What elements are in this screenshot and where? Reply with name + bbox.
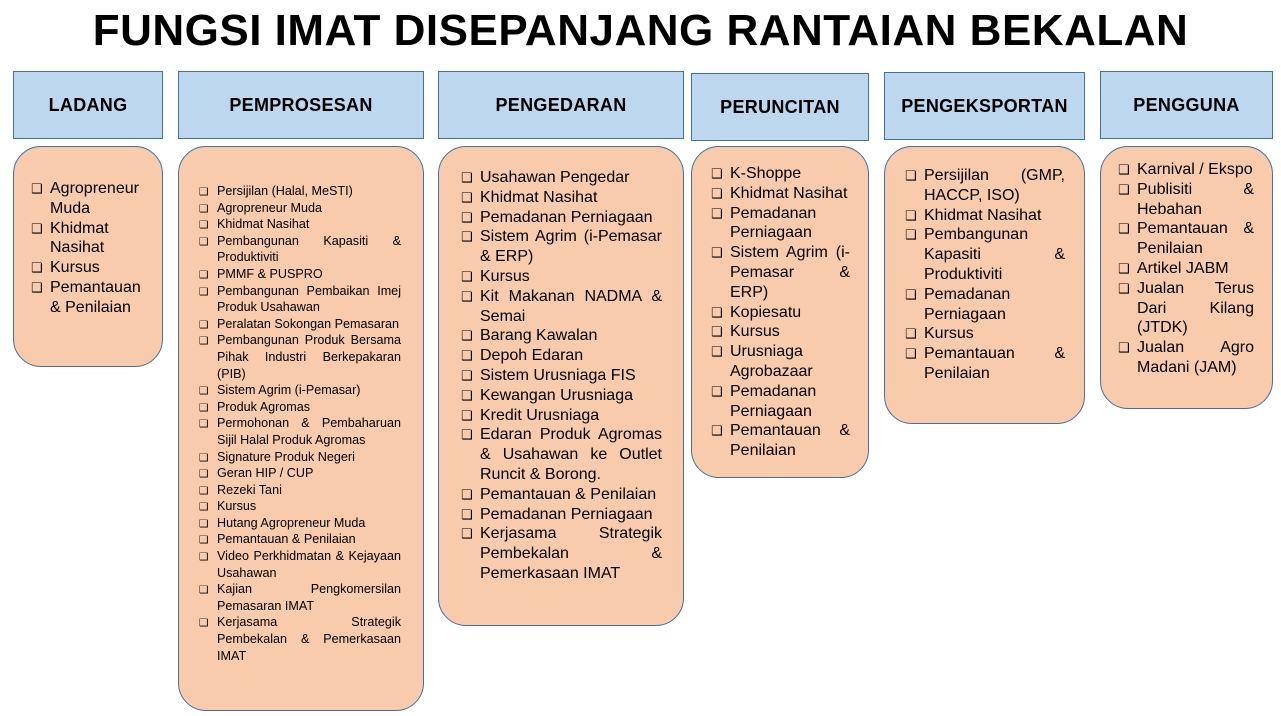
- checkbox-bullet-icon: ❑: [199, 235, 209, 248]
- checkbox-bullet-icon: ❑: [199, 285, 209, 298]
- box-pengguna: [1100, 146, 1273, 409]
- checkbox-bullet-icon: ❑: [711, 167, 723, 182]
- list-item-text: Rezeki Tani: [217, 482, 282, 497]
- checkbox-bullet-icon: ❑: [1118, 341, 1130, 357]
- checkbox-bullet-icon: ❑: [461, 329, 473, 345]
- header-pengedaran: [438, 71, 684, 139]
- checkbox-bullet-icon: ❑: [199, 202, 209, 215]
- list-item: [199, 498, 401, 515]
- checkbox-bullet-icon: ❑: [31, 261, 43, 277]
- list-item: [461, 425, 662, 484]
- list-item: [199, 266, 401, 283]
- checkbox-bullet-icon: ❑: [199, 468, 209, 481]
- header-label: PERUNCITAN: [720, 96, 840, 117]
- list-item-text: Pemadanan Perniagaan: [924, 285, 1011, 323]
- list-item: [199, 233, 401, 266]
- checkbox-bullet-icon: ❑: [905, 327, 917, 343]
- checkbox-bullet-icon: ❑: [711, 186, 723, 202]
- checkbox-bullet-icon: ❑: [31, 182, 43, 197]
- list-item-text: Pembangunan Pembaikan Imej Produk Usahawan: [217, 283, 401, 315]
- checkbox-bullet-icon: ❑: [1118, 281, 1130, 297]
- list-item: [461, 386, 662, 406]
- list-item-text: Depoh Edaran: [480, 347, 584, 365]
- list-item: [199, 482, 401, 499]
- list-item: [461, 168, 662, 188]
- list-item-text: Khidmat Nasihat: [730, 184, 848, 202]
- checkbox-bullet-icon: ❑: [711, 206, 723, 222]
- list-item: [1118, 338, 1254, 378]
- list-item-text: Khidmat Nasihat: [50, 219, 109, 257]
- list-item-text: Sistem Agrim (i-Pemasar): [217, 383, 361, 398]
- list-item-text: Pembangunan Kapasiti & Produktiviti: [924, 226, 1065, 283]
- list-item-text: Khidmat Nasihat: [480, 188, 598, 206]
- list-item: [711, 322, 850, 342]
- list-item: [199, 614, 401, 664]
- header-peruncitan: [691, 73, 869, 141]
- checkbox-bullet-icon: ❑: [461, 210, 473, 226]
- list-item-text: Sistem Agrim (i-Pemasar & ERP): [480, 228, 662, 266]
- checkbox-bullet-icon: ❑: [461, 527, 473, 543]
- list-item-text: Hutang Agropreneur Muda: [217, 515, 366, 530]
- list-item: [461, 505, 662, 525]
- list-item-text: Kopiesatu: [730, 303, 802, 321]
- list-item-text: Pemantauan & Penilaian: [217, 532, 356, 547]
- checkbox-bullet-icon: ❑: [461, 349, 473, 365]
- list-item: [199, 399, 401, 416]
- list-item-text: Kit Makanan NADMA & Semai: [480, 287, 662, 325]
- checkbox-bullet-icon: ❑: [461, 368, 473, 384]
- list-item-text: Geran HIP / CUP: [217, 466, 314, 481]
- box-peruncitan: [691, 146, 869, 478]
- list-item: [1118, 160, 1254, 180]
- list-peruncitan: [711, 164, 850, 461]
- list-item-text: Barang Kawalan: [480, 327, 598, 345]
- list-item-text: PMMF & PUSPRO: [217, 266, 323, 281]
- checkbox-bullet-icon: ❑: [905, 208, 917, 224]
- list-item-text: Kursus: [50, 259, 100, 277]
- list-item-text: Agropreneur Muda: [50, 180, 139, 217]
- list-item: [1118, 259, 1254, 279]
- list-item-text: Jualan Agro Madani (JAM): [1137, 339, 1254, 376]
- list-item: [711, 303, 850, 323]
- checkbox-bullet-icon: ❑: [461, 428, 473, 444]
- list-item-text: Pembangunan Produk Bersama Pihak Industri Berkepakaran (PIB): [217, 333, 401, 381]
- list-item: [199, 465, 401, 482]
- list-item: [31, 278, 150, 318]
- checkbox-bullet-icon: ❑: [461, 507, 473, 523]
- box-pengedaran: [438, 146, 684, 626]
- checkbox-bullet-icon: ❑: [461, 388, 473, 404]
- box-pengeksportan: [884, 146, 1085, 424]
- checkbox-bullet-icon: ❑: [199, 268, 209, 281]
- checkbox-bullet-icon: ❑: [905, 228, 917, 244]
- list-item-text: Produk Agromas: [217, 399, 311, 414]
- list-item: [711, 342, 850, 382]
- list-item-text: Kursus: [217, 499, 257, 514]
- header-ladang: [13, 71, 163, 139]
- list-item: [905, 344, 1065, 384]
- list-item-text: Pembangunan Kapasiti & Produktiviti: [217, 233, 401, 265]
- list-item: [31, 258, 150, 278]
- list-item: [31, 219, 150, 259]
- checkbox-bullet-icon: ❑: [199, 401, 209, 414]
- checkbox-bullet-icon: ❑: [199, 418, 209, 431]
- list-item-text: Karnival / Ekspo: [1137, 161, 1253, 178]
- list-item: [905, 206, 1065, 226]
- list-item: [461, 485, 662, 505]
- list-item-text: Sistem Agrim (i-Pemasar & ERP): [730, 244, 850, 301]
- list-item: [461, 366, 662, 386]
- list-item-text: Permohonan & Pembaharuan Sijil Halal Produk Agromas: [217, 416, 401, 447]
- list-item: [199, 548, 401, 581]
- list-item-text: Pemantauan & Penilaian: [50, 278, 141, 316]
- list-item-text: Pemantauan & Penilaian: [1137, 220, 1254, 258]
- checkbox-bullet-icon: ❑: [905, 347, 917, 363]
- list-item: [461, 267, 662, 287]
- list-item-text: Usahawan Pengedar: [480, 169, 630, 186]
- header-pengguna: [1100, 71, 1273, 139]
- list-item-text: Pemadanan Perniagaan: [480, 208, 653, 226]
- list-item: [199, 415, 401, 448]
- checkbox-bullet-icon: ❑: [905, 287, 917, 303]
- list-item-text: Agropreneur Muda: [217, 200, 323, 215]
- list-item: [905, 285, 1065, 325]
- list-item: [461, 208, 662, 228]
- checkbox-bullet-icon: ❑: [461, 190, 473, 206]
- list-item-text: Pemantauan & Penilaian: [730, 422, 850, 460]
- list-item: [711, 164, 850, 184]
- list-item: [711, 243, 850, 302]
- list-item-text: Kursus: [480, 267, 530, 285]
- checkbox-bullet-icon: ❑: [199, 584, 209, 597]
- checkbox-bullet-icon: ❑: [199, 451, 209, 464]
- checkbox-bullet-icon: ❑: [31, 280, 43, 296]
- list-item-text: Kewangan Urusniaga: [480, 386, 633, 404]
- list-pengeksportan: [905, 166, 1065, 384]
- list-item: [199, 332, 401, 382]
- checkbox-bullet-icon: ❑: [199, 501, 209, 514]
- list-item-text: Peralatan Sokongan Pemasaran: [217, 316, 400, 331]
- list-item: [199, 200, 401, 217]
- checkbox-bullet-icon: ❑: [199, 551, 209, 564]
- box-pemprosesan: [178, 146, 424, 711]
- list-item-text: Pemantauan & Penilaian: [924, 345, 1065, 382]
- list-item-text: Persijilan (Halal, MeSTI): [217, 184, 353, 198]
- list-item-text: Kerjasama Strategik Pembekalan & Pemerkasaan IMAT: [480, 525, 662, 582]
- header-label: LADANG: [48, 94, 128, 115]
- list-item: [199, 316, 401, 333]
- list-pengguna: [1118, 160, 1254, 378]
- list-item: [461, 406, 662, 426]
- list-item-text: Khidmat Nasihat: [217, 217, 310, 232]
- list-item-text: Video Perkhidmatan & Kejayaan Usahawan: [217, 549, 401, 580]
- header-label: PEMPROSESAN: [229, 94, 373, 115]
- checkbox-bullet-icon: ❑: [1118, 182, 1130, 198]
- header-label: PENGEDARAN: [495, 94, 627, 115]
- header-label: PENGEKSPORTAN: [901, 95, 1068, 116]
- checkbox-bullet-icon: ❑: [461, 230, 473, 246]
- checkbox-bullet-icon: ❑: [199, 517, 209, 530]
- list-item: [905, 166, 1065, 206]
- list-item: [31, 179, 150, 219]
- checkbox-bullet-icon: ❑: [461, 487, 473, 503]
- list-item-text: Artikel JABM: [1137, 259, 1229, 277]
- list-item-text: Signature Produk Negeri: [217, 449, 355, 464]
- list-item-text: Kerjasama Strategik Pembekalan & Pemerkasaan IMAT: [217, 615, 401, 663]
- header-label: PENGGUNA: [1133, 94, 1240, 115]
- checkbox-bullet-icon: ❑: [711, 345, 723, 361]
- checkbox-bullet-icon: ❑: [905, 169, 917, 184]
- checkbox-bullet-icon: ❑: [1118, 222, 1130, 238]
- list-item: [1118, 180, 1254, 220]
- list-item: [461, 287, 662, 327]
- list-item-text: Urusniaga Agrobazaar: [730, 343, 813, 380]
- list-item: [1118, 279, 1254, 338]
- list-item: [199, 283, 401, 316]
- list-pengedaran: [461, 168, 662, 584]
- checkbox-bullet-icon: ❑: [711, 325, 723, 341]
- checkbox-bullet-icon: ❑: [199, 318, 209, 331]
- list-item: [711, 382, 850, 422]
- list-item-text: Kursus: [924, 325, 974, 343]
- list-item: [461, 346, 662, 366]
- checkbox-bullet-icon: ❑: [711, 246, 723, 262]
- checkbox-bullet-icon: ❑: [461, 408, 473, 424]
- list-item: [711, 421, 850, 461]
- list-item-text: Jualan Terus Dari Kilang (JTDK): [1137, 279, 1254, 337]
- header-pengeksportan: [884, 72, 1085, 140]
- list-item-text: K-Shoppe: [730, 165, 802, 182]
- list-item-text: Pemadanan Perniagaan: [730, 204, 817, 242]
- list-item-text: Pemadanan Perniagaan: [480, 505, 653, 523]
- header-pemprosesan: [178, 71, 424, 139]
- page-title: FUNGSI IMAT DISEPANJANG RANTAIAN BEKALAN: [92, 6, 1189, 55]
- checkbox-bullet-icon: ❑: [199, 186, 209, 198]
- list-item: [199, 531, 401, 548]
- checkbox-bullet-icon: ❑: [199, 484, 209, 497]
- box-ladang: [13, 146, 163, 367]
- list-item: [1118, 219, 1254, 259]
- list-item: [461, 188, 662, 208]
- list-item-text: Pemadanan Perniagaan: [730, 382, 817, 420]
- list-item: [711, 184, 850, 204]
- checkbox-bullet-icon: ❑: [199, 219, 209, 232]
- checkbox-bullet-icon: ❑: [199, 385, 209, 398]
- checkbox-bullet-icon: ❑: [711, 305, 723, 321]
- checkbox-bullet-icon: ❑: [1118, 163, 1130, 178]
- list-item: [905, 324, 1065, 344]
- list-ladang: [31, 179, 150, 318]
- list-item: [199, 183, 401, 200]
- list-item: [905, 225, 1065, 284]
- list-item: [711, 204, 850, 244]
- list-pemprosesan: [199, 183, 401, 664]
- list-item-text: Persijilan (GMP, HACCP, ISO): [924, 167, 1065, 204]
- checkbox-bullet-icon: ❑: [711, 424, 723, 440]
- list-item: [461, 524, 662, 583]
- list-item: [199, 449, 401, 466]
- list-item-text: Kajian Pengkomersilan Pemasaran IMAT: [217, 582, 401, 613]
- list-item-text: Publisiti & Hebahan: [1137, 180, 1254, 218]
- list-item-text: Pemantauan & Penilaian: [480, 485, 657, 503]
- checkbox-bullet-icon: ❑: [461, 269, 473, 285]
- checkbox-bullet-icon: ❑: [199, 335, 209, 348]
- list-item: [461, 227, 662, 267]
- list-item-text: Sistem Urusniaga FIS: [480, 366, 636, 384]
- checkbox-bullet-icon: ❑: [199, 534, 209, 547]
- checkbox-bullet-icon: ❑: [461, 289, 473, 305]
- list-item: [199, 581, 401, 614]
- checkbox-bullet-icon: ❑: [199, 617, 209, 630]
- checkbox-bullet-icon: ❑: [1118, 261, 1130, 277]
- list-item: [461, 326, 662, 346]
- list-item-text: Kursus: [730, 323, 780, 341]
- list-item-text: Edaran Produk Agromas & Usahawan ke Outlet Runcit & Borong.: [480, 426, 662, 483]
- list-item-text: Khidmat Nasihat: [924, 206, 1042, 224]
- list-item: [199, 216, 401, 233]
- list-item: [199, 515, 401, 532]
- checkbox-bullet-icon: ❑: [31, 221, 43, 237]
- list-item: [199, 382, 401, 399]
- checkbox-bullet-icon: ❑: [711, 384, 723, 400]
- list-item-text: Kredit Urusniaga: [480, 406, 600, 424]
- checkbox-bullet-icon: ❑: [461, 171, 473, 186]
